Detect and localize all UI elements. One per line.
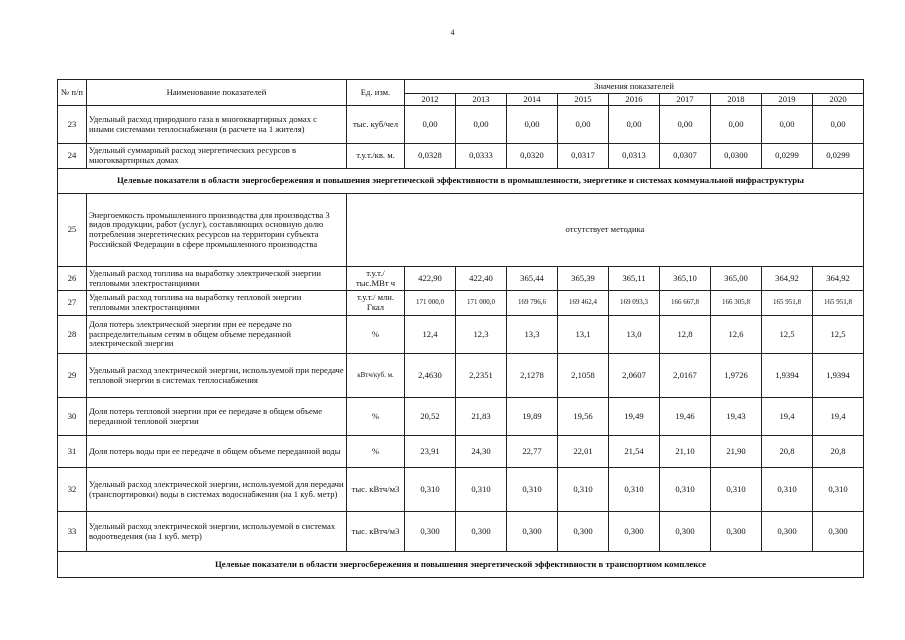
value-cell: 422,90 bbox=[405, 267, 456, 291]
value-cell: 21,83 bbox=[456, 398, 507, 436]
value-cell: 0,0299 bbox=[813, 144, 864, 169]
value-cell: 171 000,0 bbox=[456, 291, 507, 316]
value-cell: 19,43 bbox=[711, 398, 762, 436]
year-cell: 2017 bbox=[660, 94, 711, 106]
value-cell: 2,1058 bbox=[558, 354, 609, 398]
value-cell: 21,54 bbox=[609, 436, 660, 468]
value-cell: 169 462,4 bbox=[558, 291, 609, 316]
value-cell: 0,310 bbox=[609, 468, 660, 512]
row-number: 26 bbox=[58, 267, 87, 291]
row-name: Удельный расход электрической энергии, используемой в системах водоотведения (на 1 куб. метр) bbox=[87, 512, 347, 552]
section-heading: Целевые показатели в области энергосбережения и повышения энергетической эффективности в промышленности, энергетике и системах коммунальной инфраструктуры bbox=[58, 169, 864, 194]
value-cell: 0,300 bbox=[711, 512, 762, 552]
row-unit: % bbox=[347, 316, 405, 354]
section-row bbox=[58, 552, 864, 578]
row-number: 30 bbox=[58, 398, 87, 436]
row-unit: тыс. кВтч/м3 bbox=[347, 512, 405, 552]
value-cell: 0,310 bbox=[456, 468, 507, 512]
value-cell: 19,49 bbox=[609, 398, 660, 436]
value-cell: 0,310 bbox=[711, 468, 762, 512]
row-name: Доля потерь воды при ее передаче в общем объеме переданной воды bbox=[87, 436, 347, 468]
value-cell: 165 951,8 bbox=[813, 291, 864, 316]
value-cell: 0,300 bbox=[507, 512, 558, 552]
row-number: 29 bbox=[58, 354, 87, 398]
value-cell: 12,6 bbox=[711, 316, 762, 354]
value-cell: 0,0299 bbox=[762, 144, 813, 169]
year-cell: 2019 bbox=[762, 94, 813, 106]
value-cell: 0,300 bbox=[813, 512, 864, 552]
value-cell: 19,46 bbox=[660, 398, 711, 436]
value-cell: 2,2351 bbox=[456, 354, 507, 398]
page-number: 4 bbox=[450, 28, 455, 37]
value-cell: 12,8 bbox=[660, 316, 711, 354]
row-name: Удельный расход топлива на выработку тепловой энергии тепловыми электростанциями bbox=[87, 291, 347, 316]
value-cell: 20,8 bbox=[762, 436, 813, 468]
value-cell: 0,300 bbox=[405, 512, 456, 552]
table-row bbox=[58, 291, 864, 316]
row-name: Доля потерь тепловой энергии при ее передаче в общем объеме переданной тепловой энергии bbox=[87, 398, 347, 436]
value-cell: 1,9394 bbox=[813, 354, 864, 398]
value-cell: 19,89 bbox=[507, 398, 558, 436]
value-cell: 0,00 bbox=[405, 106, 456, 144]
row-number: 23 bbox=[58, 106, 87, 144]
value-cell: 0,00 bbox=[507, 106, 558, 144]
value-cell: 166 667,8 bbox=[660, 291, 711, 316]
table-row bbox=[58, 106, 864, 144]
row-unit: т.у.т./ тыс.МВт ч bbox=[347, 267, 405, 291]
year-cell: 2015 bbox=[558, 94, 609, 106]
value-cell: 0,00 bbox=[711, 106, 762, 144]
value-cell: 2,0607 bbox=[609, 354, 660, 398]
row-number: 27 bbox=[58, 291, 87, 316]
row-unit: т.у.т./кв. м. bbox=[347, 144, 405, 169]
row-unit: тыс. кВтч/м3 bbox=[347, 468, 405, 512]
row-unit: тыс. куб/чел bbox=[347, 106, 405, 144]
value-cell: 364,92 bbox=[813, 267, 864, 291]
row-name: Энергоемкость промышленного производства для производства 3 видов продукции, работ (услуг), составляющих основную долю потребления энергетических ресурсов на территории субъекта Российской Федерации в сфере промышленного производства bbox=[87, 194, 347, 267]
value-cell: 165 951,8 bbox=[762, 291, 813, 316]
value-cell: 0,300 bbox=[660, 512, 711, 552]
value-cell: 0,00 bbox=[660, 106, 711, 144]
table-row bbox=[58, 436, 864, 468]
value-cell: 22,77 bbox=[507, 436, 558, 468]
value-cell: 21,90 bbox=[711, 436, 762, 468]
value-cell: 23,91 bbox=[405, 436, 456, 468]
year-cell: 2014 bbox=[507, 94, 558, 106]
row-name: Удельный расход электрической энергии, используемой при передаче тепловой энергии в системах теплоснабжения bbox=[87, 354, 347, 398]
value-cell: 20,52 bbox=[405, 398, 456, 436]
table-row bbox=[58, 316, 864, 354]
value-cell: 19,4 bbox=[762, 398, 813, 436]
value-cell: 365,10 bbox=[660, 267, 711, 291]
value-cell: 0,0317 bbox=[558, 144, 609, 169]
row-number: 32 bbox=[58, 468, 87, 512]
year-cell: 2013 bbox=[456, 94, 507, 106]
year-cell: 2016 bbox=[609, 94, 660, 106]
value-cell: 20,8 bbox=[813, 436, 864, 468]
value-cell: 0,300 bbox=[558, 512, 609, 552]
year-cell: 2012 bbox=[405, 94, 456, 106]
value-cell: 365,00 bbox=[711, 267, 762, 291]
value-cell: 0,300 bbox=[456, 512, 507, 552]
value-cell: 12,5 bbox=[762, 316, 813, 354]
value-cell: 0,0320 bbox=[507, 144, 558, 169]
value-cell: 0,310 bbox=[558, 468, 609, 512]
value-cell: 1,9394 bbox=[762, 354, 813, 398]
header-row-top bbox=[58, 80, 864, 94]
header-col-num: № п/п bbox=[58, 80, 87, 106]
value-cell: 365,44 bbox=[507, 267, 558, 291]
table-row bbox=[58, 468, 864, 512]
table-row bbox=[58, 354, 864, 398]
methodology-note: отсутствует методика bbox=[347, 194, 864, 267]
value-cell: 0,310 bbox=[405, 468, 456, 512]
year-cell: 2020 bbox=[813, 94, 864, 106]
value-cell: 0,00 bbox=[558, 106, 609, 144]
value-cell: 19,4 bbox=[813, 398, 864, 436]
row-number: 25 bbox=[58, 194, 87, 267]
value-cell: 0,00 bbox=[762, 106, 813, 144]
value-cell: 0,300 bbox=[762, 512, 813, 552]
value-cell: 19,56 bbox=[558, 398, 609, 436]
row-unit: % bbox=[347, 436, 405, 468]
value-cell: 12,5 bbox=[813, 316, 864, 354]
value-cell: 0,0307 bbox=[660, 144, 711, 169]
value-cell: 13,1 bbox=[558, 316, 609, 354]
value-cell: 365,11 bbox=[609, 267, 660, 291]
header-col-values: Значения показателей bbox=[405, 80, 864, 94]
value-cell: 171 000,0 bbox=[405, 291, 456, 316]
row-name: Удельный расход топлива на выработку электрической энергии тепловыми электростанциями bbox=[87, 267, 347, 291]
header-col-name: Наименование показателей bbox=[87, 80, 347, 106]
row-unit: кВтч/куб. м. bbox=[347, 354, 405, 398]
row-number: 28 bbox=[58, 316, 87, 354]
value-cell: 13,0 bbox=[609, 316, 660, 354]
value-cell: 22,01 bbox=[558, 436, 609, 468]
row-name: Доля потерь электрической энергии при ее передаче по распределительным сетям в общем объеме переданной электрической энергии bbox=[87, 316, 347, 354]
value-cell: 2,1278 bbox=[507, 354, 558, 398]
value-cell: 0,0328 bbox=[405, 144, 456, 169]
value-cell: 2,0167 bbox=[660, 354, 711, 398]
row-unit: т.у.т./ млн. Гкал bbox=[347, 291, 405, 316]
value-cell: 12,3 bbox=[456, 316, 507, 354]
value-cell: 169 796,6 bbox=[507, 291, 558, 316]
value-cell: 1,9726 bbox=[711, 354, 762, 398]
value-cell: 166 305,8 bbox=[711, 291, 762, 316]
value-cell: 364,92 bbox=[762, 267, 813, 291]
value-cell: 0,310 bbox=[762, 468, 813, 512]
value-cell: 13,3 bbox=[507, 316, 558, 354]
value-cell: 12,4 bbox=[405, 316, 456, 354]
table-row bbox=[58, 398, 864, 436]
value-cell: 422,40 bbox=[456, 267, 507, 291]
row-name: Удельный расход природного газа в многоквартирных домах с иными системами теплоснабжения (в расчете на 1 жителя) bbox=[87, 106, 347, 144]
value-cell: 0,310 bbox=[813, 468, 864, 512]
row-name: Удельный суммарный расход энергетических ресурсов в многоквартирных домах bbox=[87, 144, 347, 169]
indicators-table bbox=[57, 79, 864, 578]
row-number: 31 bbox=[58, 436, 87, 468]
value-cell: 365,39 bbox=[558, 267, 609, 291]
value-cell: 21,10 bbox=[660, 436, 711, 468]
value-cell: 169 093,3 bbox=[609, 291, 660, 316]
value-cell: 0,00 bbox=[813, 106, 864, 144]
value-cell: 0,0333 bbox=[456, 144, 507, 169]
year-cell: 2018 bbox=[711, 94, 762, 106]
header-col-unit: Ед. изм. bbox=[347, 80, 405, 106]
section-row bbox=[58, 169, 864, 194]
table-row bbox=[58, 512, 864, 552]
row-unit: % bbox=[347, 398, 405, 436]
value-cell: 0,00 bbox=[456, 106, 507, 144]
row-name: Удельный расход электрической энергии, используемой для передачи (транспортировки) воды в системах водоснабжения (на 1 куб. метр) bbox=[87, 468, 347, 512]
row-number: 33 bbox=[58, 512, 87, 552]
section-heading: Целевые показатели в области энергосбережения и повышения энергетической эффективности в транспортном комплексе bbox=[58, 552, 864, 578]
value-cell: 0,310 bbox=[660, 468, 711, 512]
table-row bbox=[58, 144, 864, 169]
value-cell: 0,310 bbox=[507, 468, 558, 512]
value-cell: 0,0313 bbox=[609, 144, 660, 169]
value-cell: 2,4630 bbox=[405, 354, 456, 398]
value-cell: 0,0300 bbox=[711, 144, 762, 169]
value-cell: 0,00 bbox=[609, 106, 660, 144]
table-row bbox=[58, 267, 864, 291]
row-number: 24 bbox=[58, 144, 87, 169]
value-cell: 0,300 bbox=[609, 512, 660, 552]
table-row bbox=[58, 194, 864, 267]
value-cell: 24,30 bbox=[456, 436, 507, 468]
